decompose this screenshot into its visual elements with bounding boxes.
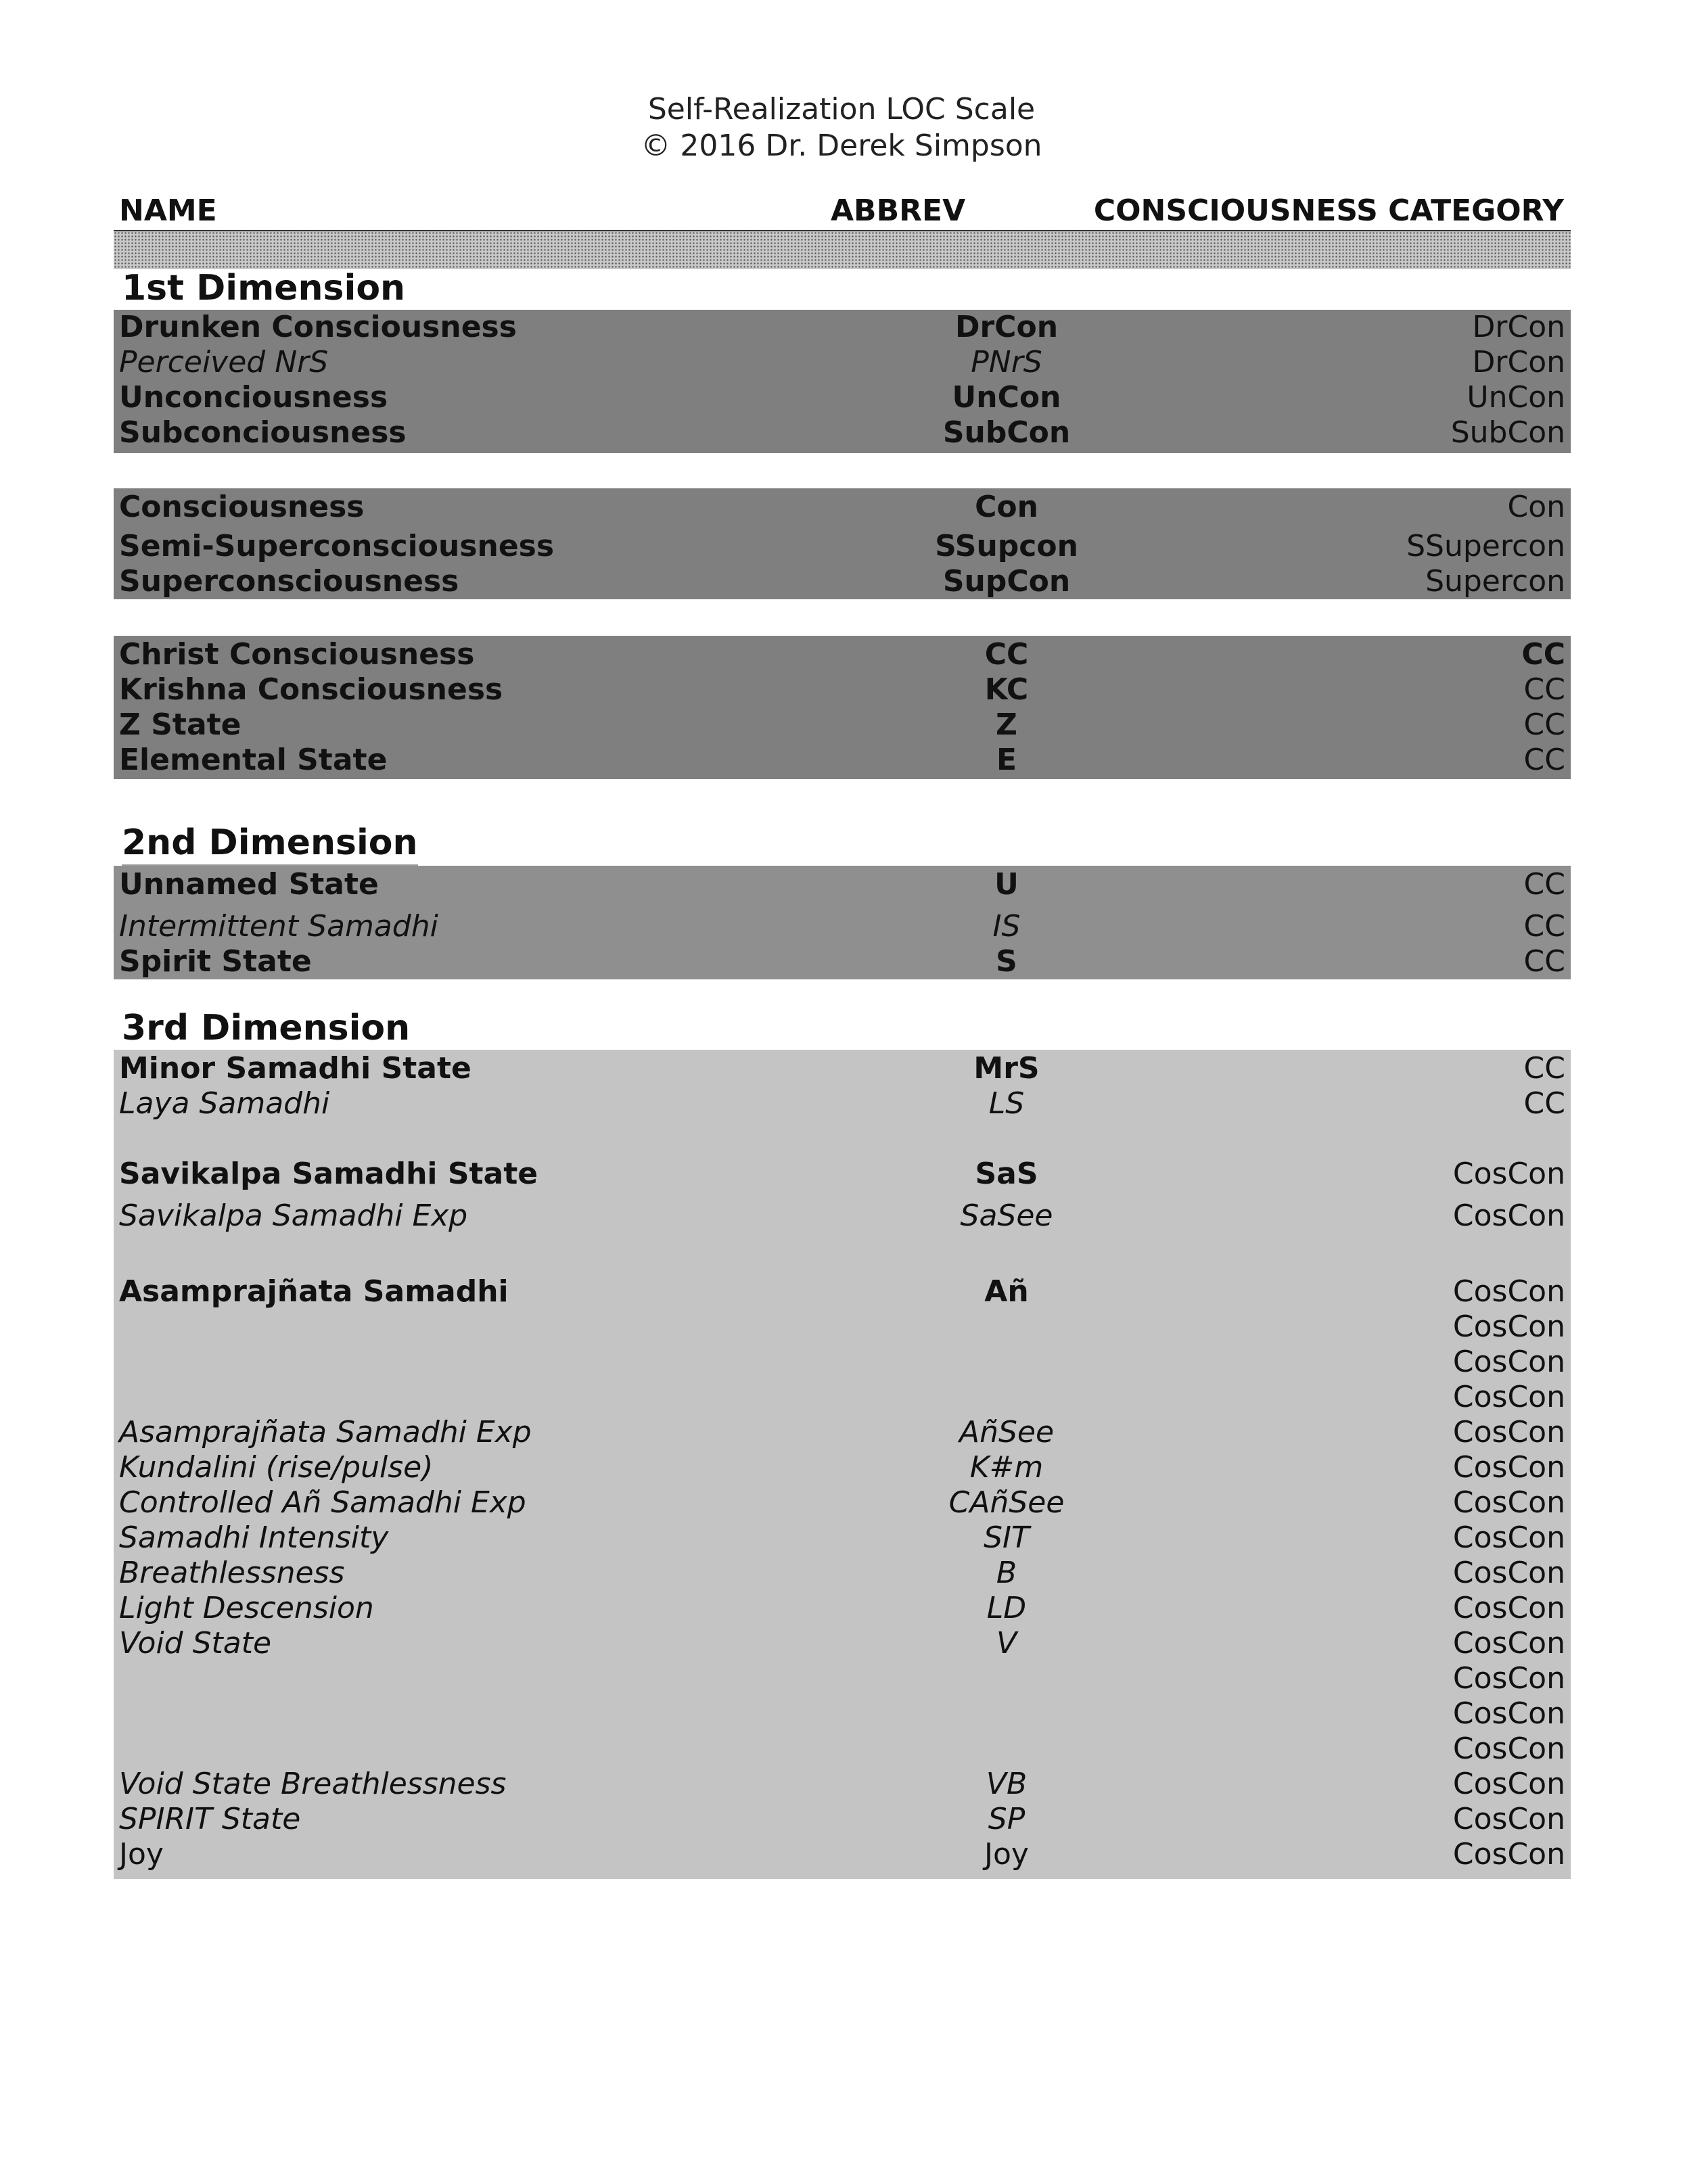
row-abbrev: MrS — [973, 1051, 1040, 1086]
column-header-abbrev: ABBREV — [831, 193, 966, 228]
row-category: CosCon — [1452, 1802, 1565, 1836]
section-heading: 1st Dimension — [122, 268, 405, 308]
row-abbrev: CAñSee — [948, 1485, 1065, 1520]
row-abbrev: LD — [986, 1591, 1027, 1625]
table-row — [114, 1051, 1571, 1086]
row-name: Void State — [119, 1626, 272, 1660]
row-category: CosCon — [1452, 1274, 1565, 1309]
row-name: Subconciousness — [119, 415, 407, 450]
row-category: CosCon — [1452, 1450, 1565, 1485]
row-category: CosCon — [1452, 1661, 1565, 1696]
table-row — [114, 1556, 1571, 1591]
row-category: SubCon — [1450, 415, 1565, 450]
table-row — [114, 380, 1571, 415]
table-row — [114, 944, 1571, 979]
row-abbrev: VB — [986, 1767, 1028, 1801]
row-abbrev: SIT — [984, 1520, 1030, 1555]
row-name: Samadhi Intensity — [119, 1520, 389, 1555]
table-row — [114, 1591, 1571, 1626]
table-row — [114, 1485, 1571, 1520]
table-row — [114, 564, 1571, 599]
row-abbrev: LS — [988, 1086, 1025, 1121]
table-row — [114, 1086, 1571, 1121]
row-abbrev: Añ — [984, 1274, 1029, 1309]
row-name: Christ Consciousness — [119, 637, 475, 672]
row-category: SSupercon — [1406, 529, 1565, 563]
row-abbrev: UnCon — [952, 380, 1061, 415]
row-abbrev: PNrS — [971, 345, 1042, 379]
row-name: Savikalpa Samadhi State — [119, 1157, 538, 1191]
row-abbrev: B — [996, 1556, 1017, 1590]
row-name: Savikalpa Samadhi Exp — [119, 1199, 468, 1233]
row-abbrev: IS — [992, 909, 1021, 944]
table-row — [114, 1157, 1571, 1192]
row-name: Light Descension — [119, 1591, 374, 1625]
row-name: Controlled Añ Samadhi Exp — [119, 1485, 526, 1520]
row-name: Elemental State — [119, 743, 388, 777]
row-name: Minor Samadhi State — [119, 1051, 471, 1086]
row-name: Unconciousness — [119, 380, 388, 415]
row-category: UnCon — [1467, 380, 1565, 415]
table-row — [114, 1767, 1571, 1802]
table-row — [114, 743, 1571, 778]
row-abbrev: S — [996, 944, 1017, 979]
row-name: Drunken Consciousness — [119, 310, 517, 344]
row-category: CC — [1523, 867, 1565, 902]
table-row — [114, 1520, 1571, 1556]
row-abbrev: CC — [984, 637, 1029, 672]
section-heading: 3rd Dimension — [122, 1008, 410, 1048]
document-copyright: © 2016 Dr. Derek Simpson — [641, 129, 1042, 163]
table-row — [114, 1415, 1571, 1450]
table-row — [114, 909, 1571, 944]
row-name: Joy — [119, 1837, 164, 1872]
row-name: Z State — [119, 707, 241, 742]
row-category: CosCon — [1452, 1696, 1565, 1731]
row-name: Spirit State — [119, 944, 312, 979]
row-category: CC — [1523, 743, 1565, 777]
row-name: Asamprajñata Samadhi — [119, 1274, 509, 1309]
row-name: Semi-Superconsciousness — [119, 529, 555, 563]
row-category: CosCon — [1452, 1415, 1565, 1449]
table-row — [114, 1626, 1571, 1661]
row-category: CC — [1523, 707, 1565, 742]
section-heading: 2nd Dimension — [122, 822, 418, 863]
table-row — [114, 1199, 1571, 1234]
row-category: DrCon — [1472, 345, 1565, 379]
row-abbrev: V — [996, 1626, 1017, 1660]
table-row — [114, 1802, 1571, 1837]
row-category: DrCon — [1472, 310, 1565, 344]
table-row — [114, 1696, 1571, 1732]
table-row — [114, 1380, 1571, 1415]
table-row — [114, 1345, 1571, 1380]
table-row — [114, 345, 1571, 380]
row-abbrev: Z — [996, 707, 1017, 742]
row-name: Krishna Consciousness — [119, 672, 503, 707]
row-name: Superconsciousness — [119, 564, 459, 599]
table-row — [114, 1274, 1571, 1309]
row-abbrev: E — [996, 743, 1017, 777]
row-category: CosCon — [1452, 1157, 1565, 1191]
row-name: Intermittent Samadhi — [119, 909, 438, 944]
row-category: Supercon — [1425, 564, 1565, 599]
row-abbrev: SupCon — [942, 564, 1071, 599]
row-abbrev: U — [994, 867, 1019, 902]
row-category: CC — [1523, 1086, 1565, 1121]
row-category: CC — [1523, 944, 1565, 979]
document-title: Self-Realization LOC Scale — [647, 92, 1036, 126]
row-abbrev: Con — [975, 490, 1038, 524]
table-row — [114, 672, 1571, 707]
row-name: Breathlessness — [119, 1556, 345, 1590]
row-category: CosCon — [1452, 1345, 1565, 1379]
table-row — [114, 637, 1571, 672]
row-category: CosCon — [1452, 1309, 1565, 1344]
row-category: CosCon — [1452, 1520, 1565, 1555]
table-row — [114, 1450, 1571, 1485]
column-header-name: NAME — [119, 193, 217, 228]
row-abbrev: DrCon — [954, 310, 1059, 344]
row-category: CosCon — [1452, 1380, 1565, 1414]
row-category: CC — [1523, 672, 1565, 707]
row-category: CosCon — [1452, 1626, 1565, 1660]
row-name: Asamprajñata Samadhi Exp — [119, 1415, 532, 1449]
table-row — [114, 529, 1571, 564]
row-name: Consciousness — [119, 490, 365, 524]
table-row — [114, 310, 1571, 345]
row-category: CC — [1523, 1051, 1565, 1086]
row-abbrev: Joy — [984, 1837, 1029, 1872]
table-row — [114, 1309, 1571, 1345]
table-row — [114, 415, 1571, 450]
row-category: CC — [1523, 909, 1565, 944]
row-category: CC — [1521, 637, 1565, 672]
row-abbrev: SaS — [975, 1157, 1038, 1191]
row-abbrev: SSupcon — [935, 529, 1078, 563]
row-category: CosCon — [1452, 1732, 1565, 1766]
row-abbrev: KC — [984, 672, 1029, 707]
header-divider — [114, 230, 1571, 269]
row-category: CosCon — [1452, 1767, 1565, 1801]
row-category: CosCon — [1452, 1485, 1565, 1520]
row-abbrev: SP — [988, 1802, 1025, 1836]
row-name: SPIRIT State — [119, 1802, 301, 1836]
table-row — [114, 1732, 1571, 1767]
row-category: CosCon — [1452, 1591, 1565, 1625]
row-category: CosCon — [1452, 1556, 1565, 1590]
row-category: CosCon — [1452, 1837, 1565, 1872]
row-abbrev: SaSee — [960, 1199, 1053, 1233]
row-abbrev: SubCon — [942, 415, 1071, 450]
table-row — [114, 867, 1571, 902]
table-row — [114, 707, 1571, 743]
row-name: Unnamed State — [119, 867, 379, 902]
column-header-category: CONSCIOUSNESS CATEGORY — [1093, 193, 1564, 228]
row-category: Con — [1507, 490, 1565, 524]
table-row — [114, 1661, 1571, 1696]
row-abbrev: K#m — [969, 1450, 1044, 1485]
row-name: Perceived NrS — [119, 345, 329, 379]
row-name: Void State Breathlessness — [119, 1767, 507, 1801]
row-abbrev: AñSee — [959, 1415, 1055, 1449]
table-row — [114, 1837, 1571, 1872]
row-name: Laya Samadhi — [119, 1086, 330, 1121]
row-category: CosCon — [1452, 1199, 1565, 1233]
table-row — [114, 490, 1571, 525]
row-name: Kundalini (rise/pulse) — [119, 1450, 434, 1485]
